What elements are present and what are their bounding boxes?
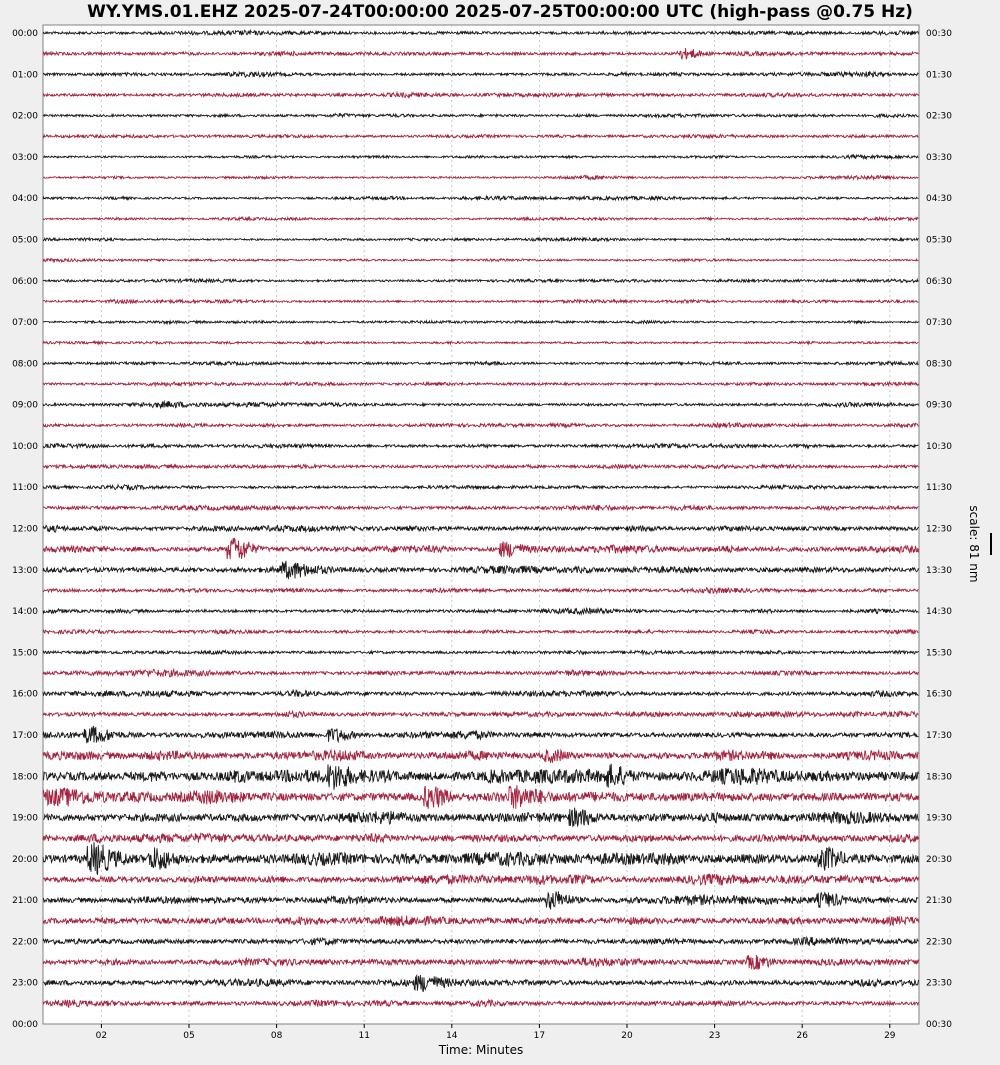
left-time-label: 08:00: [12, 359, 38, 370]
right-time-label: 11:30: [926, 483, 952, 494]
x-tick-label: 20: [621, 1031, 633, 1041]
left-time-label: 14:00: [12, 607, 38, 618]
right-time-label: 09:30: [926, 400, 952, 411]
right-time-label: 07:30: [926, 318, 952, 329]
x-tick-label: 08: [270, 1031, 283, 1041]
right-time-label: 00:30: [926, 1020, 952, 1030]
right-time-label: 03:30: [926, 152, 952, 163]
left-time-label: 23:00: [12, 978, 38, 989]
left-time-label: 06:00: [12, 276, 38, 287]
left-time-label: 00:00: [12, 29, 38, 39]
left-time-label: 19:00: [12, 813, 38, 824]
right-time-label: 12:30: [926, 524, 952, 535]
right-time-label: 15:30: [926, 648, 952, 659]
axis-ticks: [96, 1024, 896, 1041]
left-time-label: 07:00: [12, 318, 38, 329]
left-time-label: 20:00: [12, 854, 38, 865]
x-tick-label: 29: [884, 1031, 896, 1041]
x-tick-label: 11: [358, 1031, 370, 1041]
right-time-label: 08:30: [926, 359, 952, 370]
left-time-label: 15:00: [12, 648, 38, 659]
x-tick-label: 26: [796, 1031, 808, 1041]
left-time-label: 16:00: [12, 689, 38, 700]
x-tick-label: 05: [183, 1031, 195, 1041]
right-time-label: 02:30: [926, 111, 952, 122]
x-axis-label: Time: Minutes: [438, 1043, 524, 1057]
right-time-label: 20:30: [926, 854, 952, 865]
left-time-label: 10:00: [12, 441, 38, 452]
left-time-label: 22:00: [12, 937, 38, 948]
right-time-label: 10:30: [926, 441, 952, 452]
plot-area: [43, 25, 919, 1024]
right-time-label: 13:30: [926, 565, 952, 576]
left-time-label: 01:00: [12, 70, 38, 81]
chart-title: WY.YMS.01.EHZ 2025-07-24T00:00:00 2025-07-25T00:00:00 UTC (high-pass @0.75 Hz): [87, 2, 913, 22]
right-time-label: 19:30: [926, 813, 952, 824]
left-time-label: 11:00: [12, 483, 38, 494]
x-tick-label: 23: [708, 1031, 721, 1041]
right-time-label: 01:30: [926, 70, 952, 81]
left-time-label: 03:00: [12, 152, 38, 163]
left-time-label: 17:00: [12, 730, 38, 741]
left-time-label: 21:00: [12, 896, 38, 907]
right-time-label: 21:30: [926, 896, 952, 907]
scale-label: scale: 81 nm: [967, 505, 981, 583]
right-time-label: 17:30: [926, 730, 952, 741]
x-tick-label: 14: [446, 1031, 458, 1041]
left-time-label: 09:00: [12, 400, 38, 411]
left-time-label: 13:00: [12, 565, 38, 576]
right-time-label: 00:30: [926, 29, 952, 39]
right-time-label: 04:30: [926, 194, 952, 205]
right-time-label: 22:30: [926, 937, 952, 948]
x-tick-label: 17: [533, 1031, 546, 1041]
right-time-label: 23:30: [926, 978, 952, 989]
left-time-label: 04:00: [12, 194, 38, 205]
right-time-label: 05:30: [926, 235, 952, 246]
left-time-label: 05:00: [12, 235, 38, 246]
right-time-label: 14:30: [926, 607, 952, 618]
right-time-label: 06:30: [926, 276, 952, 287]
left-time-label: 00:00: [12, 1020, 38, 1030]
right-time-label: 18:30: [926, 772, 952, 783]
right-time-label: 16:30: [926, 689, 952, 700]
left-time-label: 18:00: [12, 772, 38, 783]
left-time-label: 02:00: [12, 111, 38, 122]
left-time-label: 12:00: [12, 524, 38, 535]
x-tick-label: 02: [95, 1031, 108, 1041]
